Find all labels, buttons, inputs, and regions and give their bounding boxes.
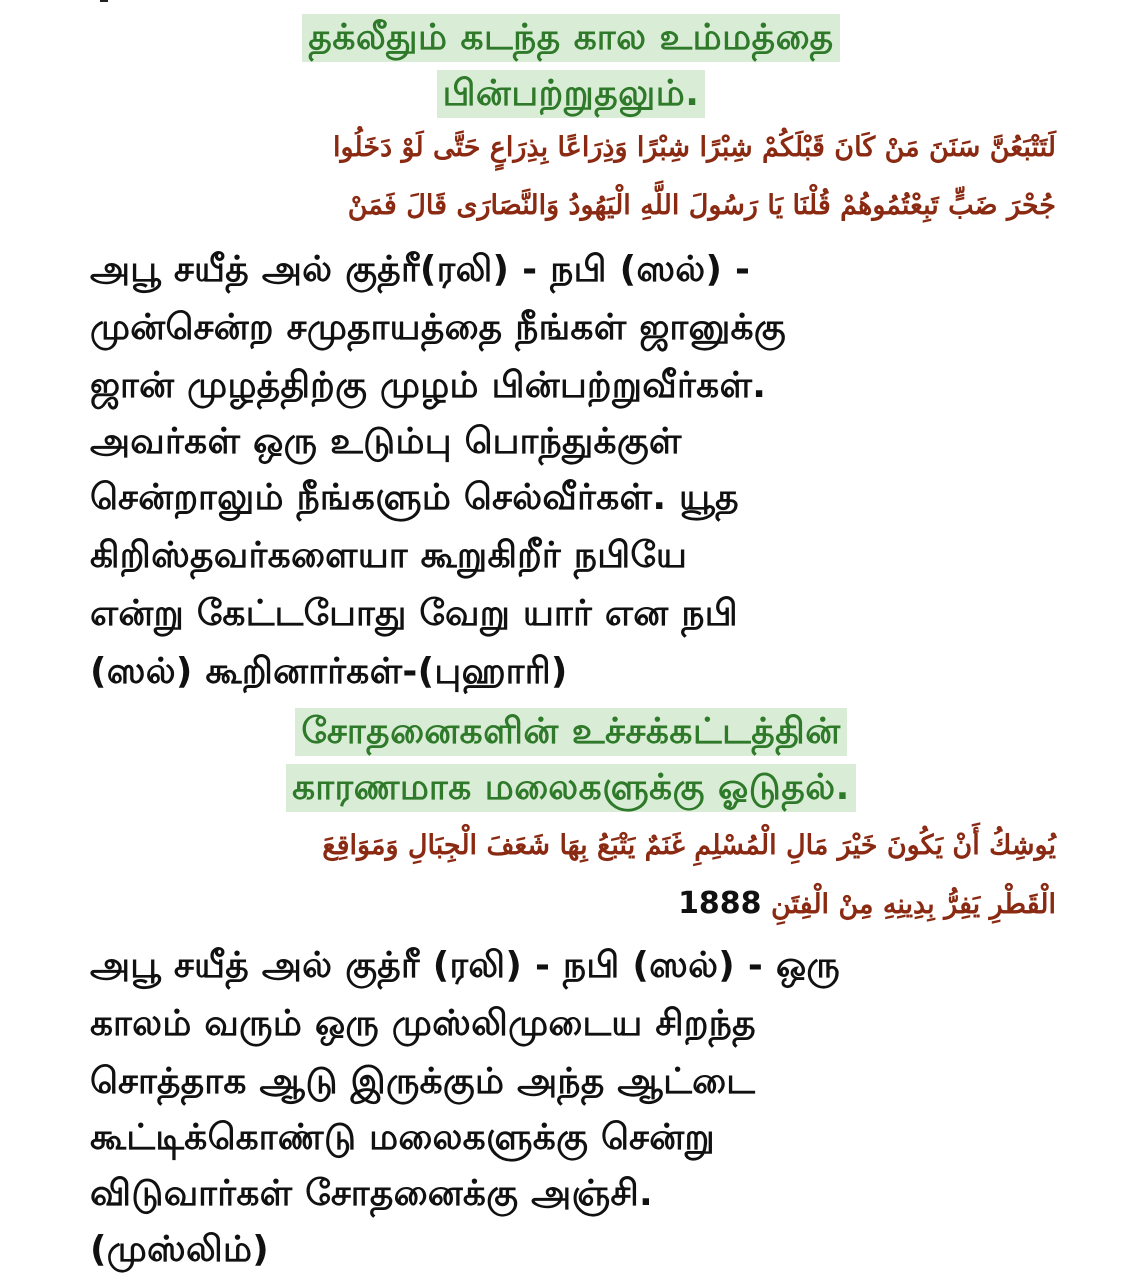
section2-heading-text1: சோதனைகளின் உச்சக்கட்டத்தின் (295, 708, 846, 756)
section1-heading-text2: பின்பற்றுதலும். (437, 70, 706, 118)
section2-arabic-text2: الْقَطْرِ يَفِرُّ بِدِينِهِ مِنْ الْفِتَنِ (770, 889, 1056, 920)
section1-body-line: (ஸல்) கூறினார்கள்-(புஹாரி) (90, 651, 568, 692)
section2-heading-text2: காரணமாக மலைகளுக்கு ஓடுதல். (286, 764, 856, 812)
section1-heading-line1 (0, 14, 1142, 62)
section2-body-line: சொத்தாக ஆடு இருக்கும் அந்த ஆட்டை (90, 1061, 756, 1102)
section1-heading-text1: தக்லீதும் கடந்த கால உம்மத்தை (302, 14, 839, 62)
section1-body-line: அபூ சயீத் அல் குத்ரீ(ரலி) - நபி (ஸல்) - (90, 249, 751, 290)
top-edge-mark (100, 0, 108, 2)
hadith-number: 1888 (678, 886, 762, 921)
section2-body-line: காலம் வரும் ஒரு முஸ்லிமுடைய சிறந்த (90, 1003, 756, 1044)
section1-body-line: சென்றாலும் நீங்களும் செல்வீர்கள். யூத (90, 477, 739, 518)
section1-arabic-line2: جُحْرَ ضَبٍّ تَبِعْتُمُوهُمْ قُلْنَا يَا رَسُولَ اللَّهِ الْيَهُودُ وَالنَّصَارَى قَالَ فَمَنْ (347, 190, 1056, 221)
section1-body-line: ஜான் முழத்திற்கு முழம் பின்பற்றுவீர்கள். (90, 365, 767, 406)
section2-arabic-line1: يُوشِكُ أَنْ يَكُونَ خَيْرَ مَالِ الْمُسْلِمِ غَنَمٌ يَتْبَعُ بِهَا شَعَفَ الْجِبَالِ وَمَوَاقِعَ (322, 830, 1056, 861)
section2-body-line: (முஸ்லிம்) (90, 1229, 269, 1270)
section2-heading-line1 (0, 708, 1142, 756)
section2-body-line: கூட்டிக்கொண்டு மலைகளுக்கு சென்று (90, 1117, 715, 1158)
section1-arabic-line1: لَتَتْبَعُنَّ سَنَنَ مَنْ كَانَ قَبْلَكُمْ شِبْرًا شِبْرًا وَذِرَاعًا بِذِرَاعٍ حَتَّى لَوْ دَخَلُوا (332, 132, 1056, 163)
section1-heading-line2 (0, 70, 1142, 118)
section1-body-line: கிறிஸ்தவர்களையா கூறுகிறீர் நபியே (90, 535, 688, 576)
section2-arabic-line2 (56, 884, 1056, 925)
section2-heading-line2 (0, 764, 1142, 812)
section1-body-line: அவர்கள் ஒரு உடும்பு பொந்துக்குள் (90, 421, 682, 462)
section2-body-line: அபூ சயீத் அல் குத்ரீ (ரலி) - நபி (ஸல்) - ஒரு (90, 945, 841, 986)
section2-body-line: விடுவார்கள் சோதனைக்கு அஞ்சி. (90, 1173, 653, 1214)
section1-body-line: என்று கேட்டபோது வேறு யார் என நபி (90, 593, 738, 634)
section1-body-line: முன்சென்ற சமுதாயத்தை நீங்கள் ஜானுக்கு (90, 307, 786, 348)
